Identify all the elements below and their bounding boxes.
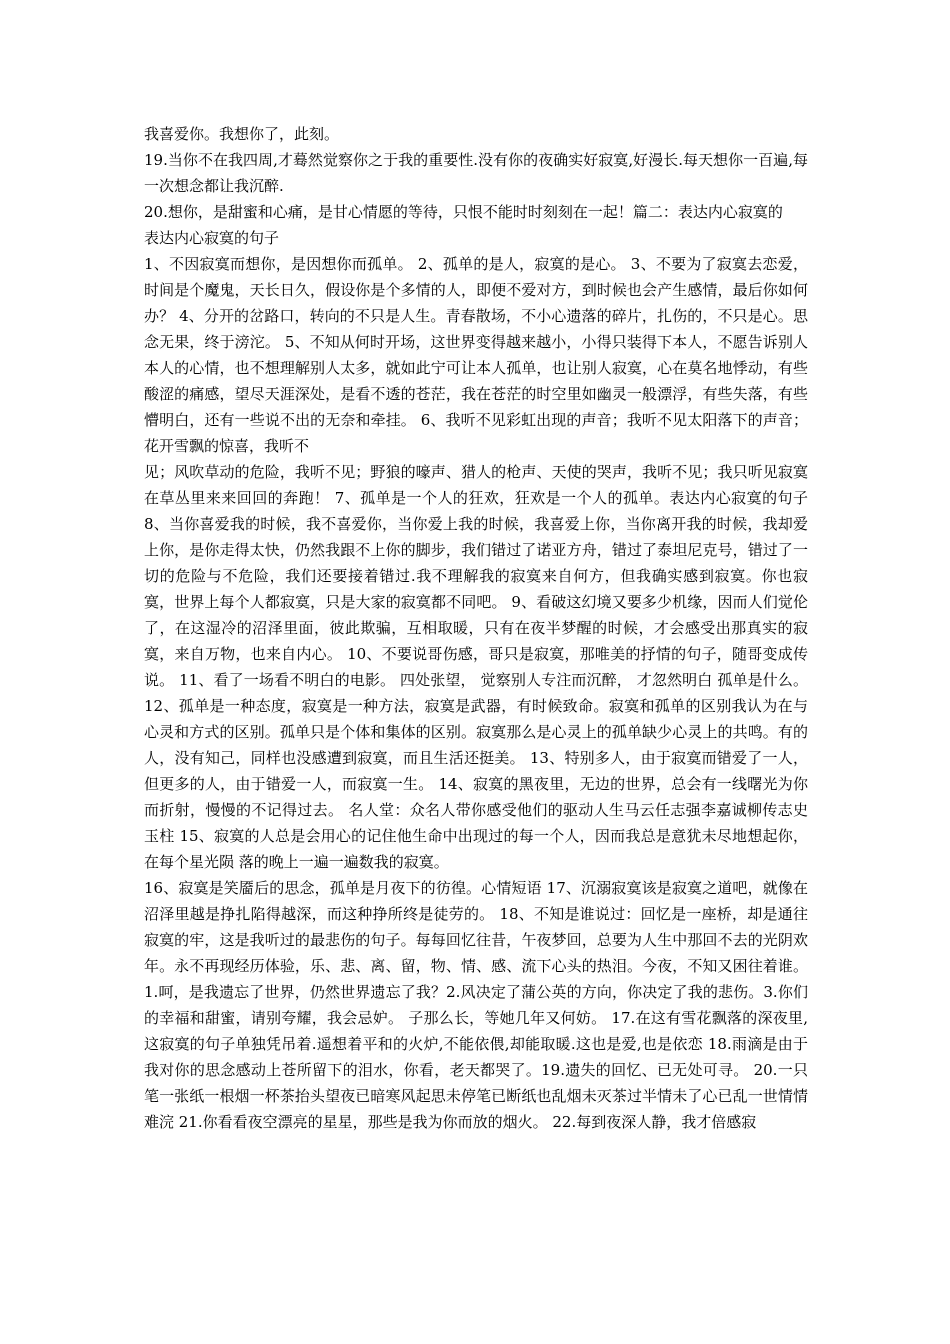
paragraph: 20.想你，是甜蜜和心痛，是甘心情愿的等待，只恨不能时时刻刻在一起！篇二：表达内心寂寞的 (144, 203, 783, 221)
paragraph: 我喜爱你。我想你了，此刻。 (144, 125, 340, 143)
paragraph: 19.当你不在我四周,才蓦然觉察你之于我的重要性.没有你的夜确实好寂寞,好漫长.每天想你一百遍,每一次想念都让我沉醉. (144, 151, 808, 195)
section-heading: 表达内心寂寞的句子 (144, 229, 280, 247)
document-page (144, 121, 808, 1135)
paragraph: 见；风吹草动的危险，我听不见；野狼的嚎声、猎人的枪声、天使的哭声，我听不见；我只听见寂寞在草丛里来来回回的奔跑！ 7、孤单是一个人的狂欢，狂欢是一个人的孤单。表达内心寂寞的句子 8、当你喜爱我的时候，我不喜爱你，当你爱上我的时候，我喜爱上你，当你离开我的时候，我却爱上你，是你走得太快，仍然我跟不上你的脚步，我们错过了诺亚方舟，错过了泰坦尼克号，错过了一切的危险与不危险，我们还要接着错过.我不理解我的寂寞来自何方，但我确实感到寂寞。你也寂寞，世界上每个人都寂寞，只是大家的寂寞都不同吧。 9、看破这幻境又要多少机缘，因而人们觉伦了，在这湿冷的沼泽里面，彼此欺骗，互相取暖，只有在夜半梦醒的时候，才会感受出那真实的寂寞，来自万物，也来自内心。 10、不要说哥伤感，哥只是寂寞，那唯美的抒情的句子，随哥变成传说。 11、看了一场看不明白的电影。 四处张望， 觉察别人专注而沉醉， 才忽然明白 孤单是什么。 12、孤单是一种态度，寂寞是一种方法，寂寞是武器，有时候致命。寂寞和孤单的区别我认为在与心灵和方式的区别。孤单只是个体和集体的区别。寂寞那么是心灵上的孤单缺少心灵上的共鸣。有的人，没有知己，同样也没感遭到寂寞，而且生活还挺美。 13、特别多人，由于寂寞而错爱了一人，但更多的人，由于错爱一人，而寂寞一生。 14、寂寞的黑夜里，无边的世界，总会有一线曙光为你而折射，慢慢的不记得过去。 名人堂：众名人带你感受他们的驱动人生马云任志强李嘉诚柳传志史玉柱 15、寂寞的人总是会用心的记住他生命中出现过的每一个人，因而我总是意犹未尽地想起你，在每个星光陨 落的晚上一遍一遍数我的寂寞。 (144, 463, 808, 871)
paragraph: 16、寂寞是笑靥后的思念，孤单是月夜下的彷徨。心情短语 17、沉溺寂寞该是寂寞之道吧，就像在沼泽里越是挣扎陷得越深，而这种挣所终是徒劳的。 18、不知是谁说过：回忆是一座桥，却是通往寂寞的牢，这是我听过的最悲伤的句子。每每回忆往昔，午夜梦回，总要为人生中那回不去的光阴欢年。永不再现经历体验，乐、悲、离、留，物、情、感、流下心头的热泪。今夜，不知又困往着谁。1.呵，是我遗忘了世界，仍然世界遗忘了我？2.风决定了蒲公英的方向，你决定了我的悲伤。3.你们的幸福和甜蜜，请别夸耀，我会忌妒。 子那么长，等她几年又何妨。 17.在这有雪花飘落的深夜里,这寂寞的句子单独凭吊着.遥想着平和的火炉,不能依偎,却能取暖.这也是爱,也是依恋 18.雨滴是由于我对你的思念感动上苍所留下的泪水，你看，老天都哭了。19.遗失的回忆、已无处可寻。 20.一只笔一张纸一根烟一杯茶抬头望夜已暗寒风起思未停笔已断纸也乱烟未灭茶过半情未了心已乱一世情情难浣 21.你看看夜空漂亮的星星，那些是我为你而放的烟火。 22.每到夜深人静，我才倍感寂 (144, 879, 808, 1131)
paragraph: 1、不因寂寞而想你，是因想你而孤单。 2、孤单的是人，寂寞的是心。 3、不要为了寂寞去恋爱，时间是个魔鬼，天长日久，假设你是个多情的人，即便不爱对方，到时候也会产生感情，最后你如何办？ 4、分开的岔路口，转向的不只是人生。青春散场，不小心遗落的碎片，扎伤的，不只是心。思念无果，终于滂沱。 5、不知从何时开场，这世界变得越来越小，小得只装得下本人，不愿告诉别人本人的心情，也不想理解别人太多，就如此宁可让本人孤单，也让别人寂寞，心在莫名地悸动，有些酸涩的痛感，望尽天涯深处，是看不透的苍茫，我在苍茫的时空里如幽灵一般漂浮，有些失落，有些懵明白，还有一些说不出的无奈和牵挂。 6、我听不见彩虹出现的声音；我听不见太阳落下的声音；花开雪飘的惊喜，我听不 (144, 255, 808, 455)
